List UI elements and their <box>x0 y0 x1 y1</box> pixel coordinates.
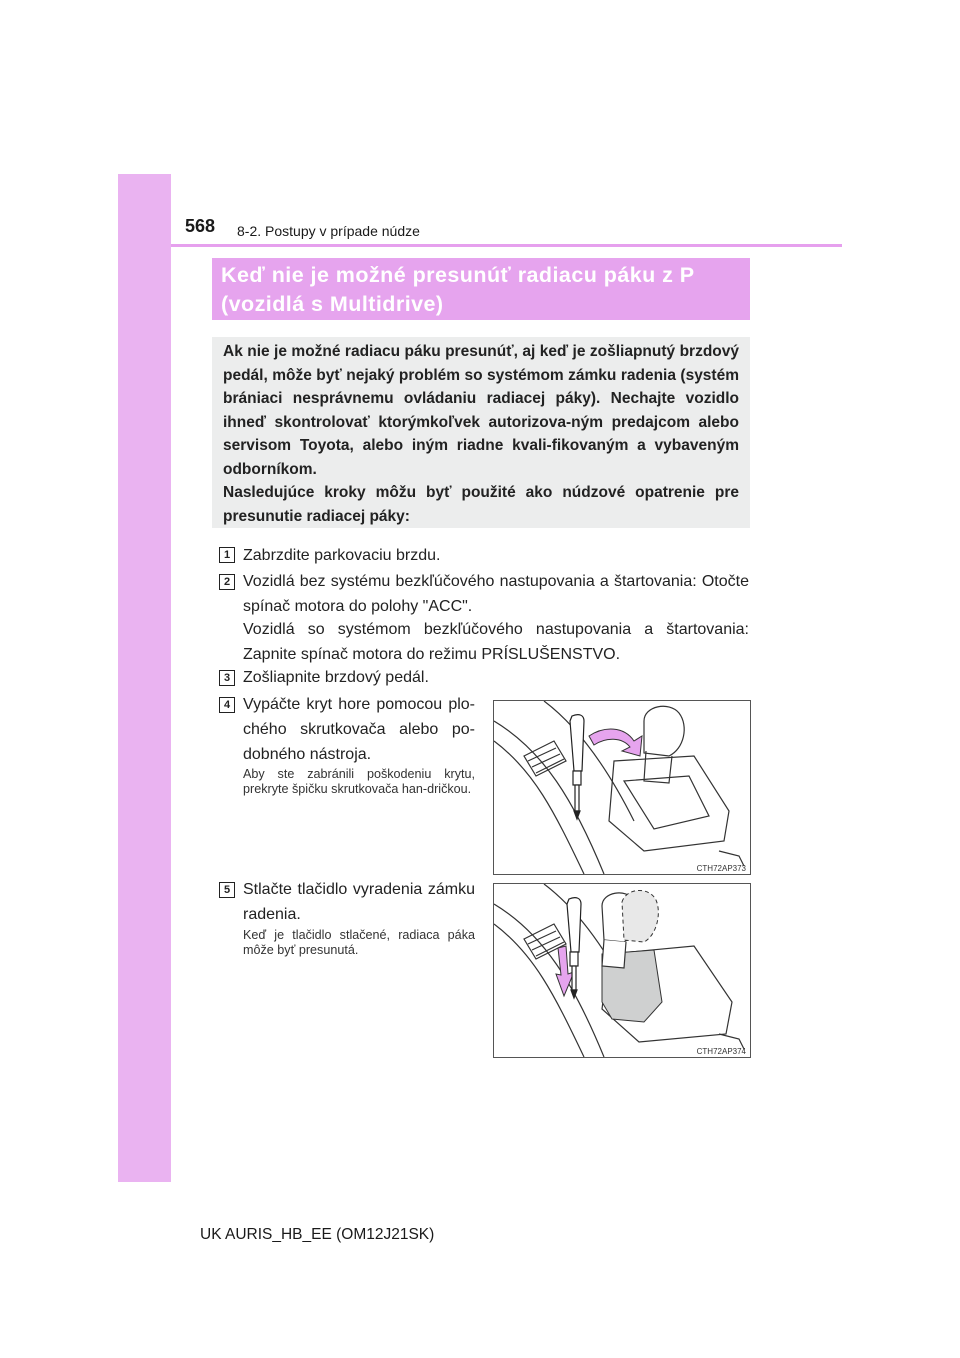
step-2-text-alt: Vozidlá so systémom bezkľúčového nastupovania a štartovania: Zapnite spínač motora do režimu PRÍSLUŠENSTVO. <box>243 621 749 663</box>
heading-line-1: Keď nie je možné presunúť radiacu páku z P <box>221 263 695 287</box>
step-3-text: Zošliapnite brzdový pedál. <box>243 669 429 686</box>
side-tab <box>118 174 171 1182</box>
section-heading <box>212 258 750 320</box>
figure-release-button <box>493 883 751 1058</box>
note-paragraph-2: Nasledujúce kroky môžu byť použité ako núdzové opatrenie pre presunutie radiacej páky: <box>223 484 739 525</box>
step-4-note: Aby ste zabránili poškodeniu krytu, prekryte špičku skrutkovača han-dričkou. <box>243 767 475 796</box>
shift-lock-release-illustration <box>494 884 750 1057</box>
page-number: 568 <box>185 216 216 236</box>
note-box <box>212 337 750 528</box>
header-rule <box>171 244 842 247</box>
figure-pry-cover <box>493 700 751 875</box>
step-4-text: Vypáčte kryt hore pomocou plo-chého skrutkovača alebo po-dobného nástroja. <box>243 696 475 763</box>
step-number-3: 3 <box>219 670 235 686</box>
step-1-text: Zabrzdite parkovaciu brzdu. <box>243 547 441 564</box>
step-number-4: 4 <box>219 697 235 713</box>
footer-model-code: UK AURIS_HB_EE (OM12J21SK) <box>200 1226 435 1243</box>
figure-code: CTH72AP373 <box>696 864 746 873</box>
step-5-text: Stlačte tlačidlo vyradenia zámku radenia. <box>243 881 475 923</box>
shift-lever-cover-illustration <box>494 701 750 874</box>
step-5-note: Keď je tlačidlo stlačené, radiaca páka môže byť presunutá. <box>243 928 475 957</box>
section-title: 8-2. Postupy v prípade núdze <box>237 223 420 239</box>
step-number-5: 5 <box>219 882 235 898</box>
step-number-1: 1 <box>219 547 235 563</box>
note-paragraph-1: Ak nie je možné radiacu páku presunúť, aj keď je zošliapnutý brzdový pedál, môže byť nejaký problém so systémom zámku radenia (systém brániaci nesprávnemu ovládaniu radiacej páky). Nechajte vozidlo ihneď skontrolovať ktorýmkoľvek autorizova-ným predajcom alebo servisom Toyota, alebo iným riadne kvali-fikovaným a vybaveným odborníkom. <box>223 343 739 478</box>
figure-code: CTH72AP374 <box>696 1047 746 1056</box>
step-2-text: Vozidlá bez systému bezkľúčového nastupovania a štartovania: Otočte spínač motora do polohy "ACC". <box>243 573 749 615</box>
heading-line-2: (vozidlá s Multidrive) <box>221 292 444 316</box>
step-number-2: 2 <box>219 574 235 590</box>
